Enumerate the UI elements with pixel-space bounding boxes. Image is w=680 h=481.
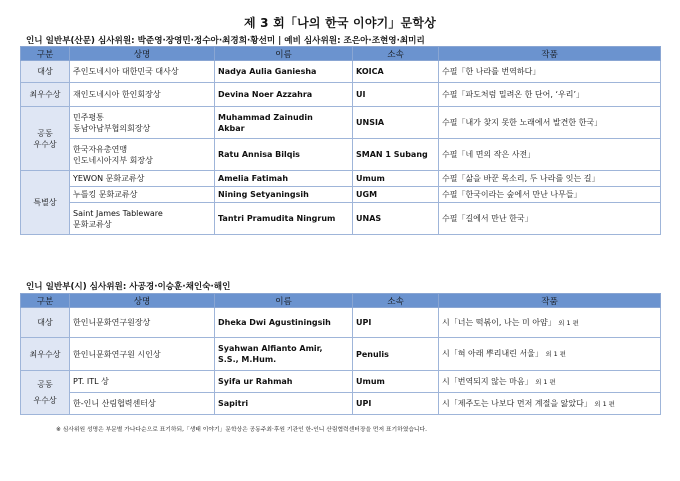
category-cell: 대상 — [21, 308, 70, 338]
name-cell: Dheka Dwi Agustiningsih — [215, 308, 353, 338]
column-header: 작품 — [439, 294, 661, 308]
table-row — [21, 187, 661, 203]
column-header: 소속 — [353, 47, 439, 61]
work-title: 시「번역되지 않는 마음」 — [442, 376, 533, 386]
work-cell: 수필「길에서 만난 한국」 — [439, 203, 661, 235]
award-cell: 누틀킹 문화교류상 — [70, 187, 215, 203]
document-title: 제 3 회「나의 한국 이야기」문학상 — [244, 16, 436, 30]
table-row — [21, 83, 661, 107]
table-row — [21, 371, 661, 393]
category-cell: 특별상 — [21, 171, 70, 235]
award-cell: 재인도네시아 한인회장상 — [70, 83, 215, 107]
award-cell: 한인니문화연구원 시인상 — [70, 338, 215, 371]
table-row — [21, 171, 661, 187]
work-cell: 수필「네 면의 작은 사전」 — [439, 139, 661, 171]
table-row — [21, 107, 661, 139]
work-count: 외 1 편 — [535, 377, 556, 386]
column-header: 상명 — [70, 47, 215, 61]
award-cell: 주인도네시아 대한민국 대사상 — [70, 61, 215, 83]
poetry-section-heading: 인니 일반부(시) 심사위원: 사공경·이승훈·채인숙·해인 — [26, 282, 231, 292]
table-row — [21, 393, 661, 415]
work-cell — [439, 308, 661, 338]
name-cell: Amelia Fatimah — [215, 171, 353, 187]
affiliation-cell: Penulis — [353, 338, 439, 371]
name-cell: Sapitri — [215, 393, 353, 415]
category-cell: 공동 우수상 — [21, 107, 70, 171]
work-title: 시「너는 떡볶이, 나는 미 아얌」 — [442, 317, 556, 327]
work-cell: 수필「한국이라는 숲에서 만난 나무들」 — [439, 187, 661, 203]
affiliation-cell: UI — [353, 83, 439, 107]
name-cell: Syifa ur Rahmah — [215, 371, 353, 393]
award-cell: 민주평통 동남아남부협의회장상 — [70, 107, 215, 139]
table-row — [21, 338, 661, 371]
name-cell: Muhammad Zainudin Akbar — [215, 107, 353, 139]
affiliation-cell: KOICA — [353, 61, 439, 83]
work-count: 외 1 편 — [558, 318, 579, 327]
award-cell: 한-인니 산림협력센터상 — [70, 393, 215, 415]
work-count: 외 1 편 — [545, 350, 566, 358]
category-cell: 대상 — [21, 61, 70, 83]
category-cell: 공동 우수상 — [21, 371, 70, 415]
work-cell: 수필「파도처럼 밀려온 한 단어, ‘우리’」 — [439, 83, 661, 107]
column-header: 이름 — [215, 47, 353, 61]
work-title: 시「제주도는 나보다 먼저 계절을 앓았다」 — [442, 398, 592, 408]
work-title: 시「혀 아래 뿌리내린 서울」 — [442, 349, 543, 358]
award-cell: PT. ITL 상 — [70, 371, 215, 393]
affiliation-cell: UGM — [353, 187, 439, 203]
footnote: ※ 심사위원 성명은 부문별 가나다순으로 표기하되,「생태 이야기」문학상은 공동주최·후원 기관인 한-인니 산림협력센터장을 먼저 표기하였습니다. — [56, 427, 427, 433]
name-cell: Nining Setyaningsih — [215, 187, 353, 203]
category-cell: 최우수상 — [21, 83, 70, 107]
table-header-row — [21, 47, 661, 61]
work-cell — [439, 338, 661, 371]
work-cell: 수필「내가 찾지 못한 노래에서 발견한 한국」 — [439, 107, 661, 139]
work-cell — [439, 371, 661, 393]
affiliation-cell: Umum — [353, 171, 439, 187]
affiliation-cell: Umum — [353, 371, 439, 393]
column-header: 작품 — [439, 47, 661, 61]
column-header: 이름 — [215, 294, 353, 308]
prose-award-table — [20, 46, 661, 235]
name-cell: Devina Noer Azzahra — [215, 83, 353, 107]
affiliation-cell: UNAS — [353, 203, 439, 235]
work-cell — [439, 393, 661, 415]
category-cell: 최우수상 — [21, 338, 70, 371]
name-cell: Nadya Aulia Ganiesha — [215, 61, 353, 83]
name-cell: Syahwan Alfianto Amir, S.S., M.Hum. — [215, 338, 353, 371]
column-header: 상명 — [70, 294, 215, 308]
prose-section-heading: 인니 일반부(산문) 심사위원: 박준영·장영민·정수아·최경희·황선미 | 예비 심사위원: 조은아·조현영·최미리 — [26, 36, 425, 46]
table-row — [21, 61, 661, 83]
column-header: 소속 — [353, 294, 439, 308]
name-cell: Ratu Annisa Bilqis — [215, 139, 353, 171]
affiliation-cell: UPI — [353, 308, 439, 338]
column-header: 구분 — [21, 294, 70, 308]
affiliation-cell: UNSIA — [353, 107, 439, 139]
table-row — [21, 203, 661, 235]
work-cell: 수필「한 나라를 번역하다」 — [439, 61, 661, 83]
award-cell: Saint James Tableware 문화교류상 — [70, 203, 215, 235]
work-count: 외 1 편 — [594, 399, 615, 408]
table-row — [21, 139, 661, 171]
award-cell: 한인니문화연구원장상 — [70, 308, 215, 338]
affiliation-cell: SMAN 1 Subang — [353, 139, 439, 171]
work-cell: 수필「삶을 바꾼 목소리, 두 나라를 잇는 길」 — [439, 171, 661, 187]
column-header: 구분 — [21, 47, 70, 61]
affiliation-cell: UPI — [353, 393, 439, 415]
name-cell: Tantri Pramudita Ningrum — [215, 203, 353, 235]
award-cell: YEWON 문화교류상 — [70, 171, 215, 187]
poetry-award-table — [20, 293, 661, 415]
table-header-row — [21, 294, 661, 308]
award-cell: 한국자유총연맹 인도네시아지부 회장상 — [70, 139, 215, 171]
table-row — [21, 308, 661, 338]
